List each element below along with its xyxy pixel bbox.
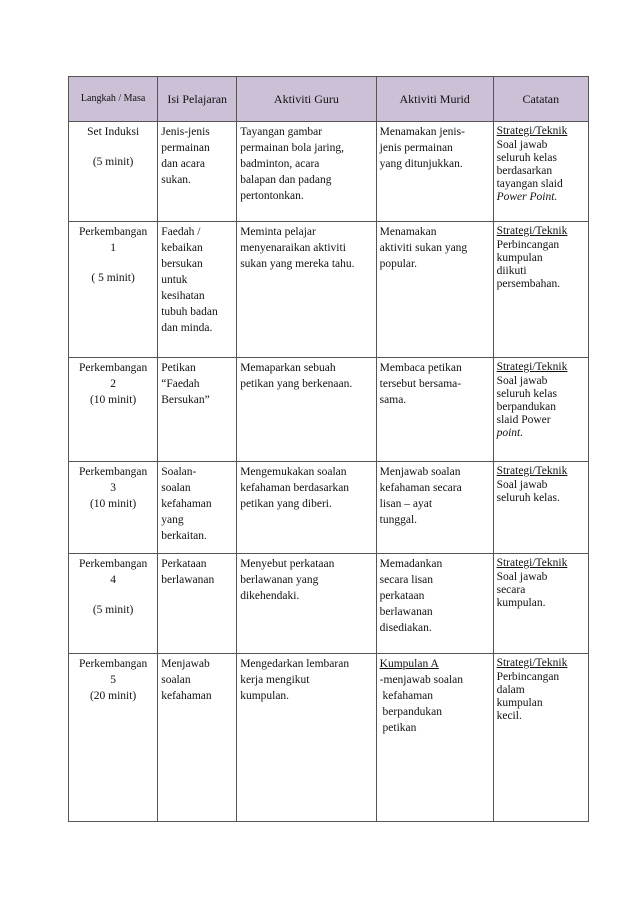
content-cell bbox=[158, 554, 237, 654]
step-number: 5 bbox=[110, 674, 116, 686]
note-cell bbox=[493, 222, 588, 358]
note-line: kumpulan bbox=[496, 252, 543, 264]
header-content: Isi Pelajaran bbox=[158, 77, 237, 122]
note-line: Perbincangan bbox=[496, 671, 560, 683]
content-cell bbox=[158, 122, 237, 222]
table-row bbox=[69, 654, 589, 822]
note-line: Perbincangan bbox=[496, 239, 560, 251]
teacher-line: dikehendaki. bbox=[240, 590, 300, 602]
note-cell bbox=[493, 554, 588, 654]
note-cell bbox=[493, 654, 588, 822]
content-line: Petikan bbox=[161, 362, 196, 374]
content-line: kebaikan bbox=[161, 242, 203, 254]
content-line: Jenis-jenis bbox=[161, 126, 210, 138]
student-line: perkataan bbox=[379, 590, 425, 602]
note-line: dalam bbox=[496, 684, 525, 696]
step-label: Perkembangan bbox=[78, 658, 148, 670]
student-line: yang ditunjukkan. bbox=[379, 158, 463, 170]
student-cell bbox=[376, 222, 493, 358]
teacher-line: Tayangan gambar bbox=[240, 126, 323, 138]
note-line: persembahan. bbox=[496, 278, 561, 290]
teacher-line: kumpulan. bbox=[240, 690, 290, 702]
note-line: Soal jawab bbox=[496, 375, 548, 387]
teacher-cell bbox=[237, 358, 376, 462]
content-line: “Faedah bbox=[161, 378, 200, 390]
step-number: 4 bbox=[110, 574, 116, 586]
student-line: jenis permainan bbox=[379, 142, 453, 154]
content-line: kefahaman bbox=[161, 498, 212, 510]
step-label: Perkembangan bbox=[78, 466, 148, 478]
step-duration: ( 5 minit) bbox=[91, 272, 135, 284]
student-line: Menjawab soalan bbox=[379, 466, 461, 478]
student-line: kefahaman bbox=[379, 690, 433, 702]
content-line: Menjawab bbox=[161, 658, 210, 670]
content-cell bbox=[158, 654, 237, 822]
note-line: seluruh kelas bbox=[496, 152, 557, 164]
header-step-time: Langkah / Masa bbox=[69, 77, 158, 122]
content-cell bbox=[158, 462, 237, 554]
student-line: -menjawab soalan bbox=[379, 674, 464, 686]
content-line: berkaitan. bbox=[161, 530, 207, 542]
strategy-heading: Strategi/Teknik bbox=[496, 125, 568, 137]
strategy-heading: Strategi/Teknik bbox=[496, 361, 568, 373]
content-line: Perkataan bbox=[161, 558, 207, 570]
teacher-cell bbox=[237, 654, 376, 822]
strategy-heading: Strategi/Teknik bbox=[496, 225, 568, 237]
student-line: tunggal. bbox=[379, 514, 418, 526]
content-line: Faedah / bbox=[161, 226, 201, 238]
step-cell bbox=[69, 462, 158, 554]
teacher-cell bbox=[237, 122, 376, 222]
student-line: tersebut bersama- bbox=[379, 378, 462, 390]
step-number: 2 bbox=[110, 378, 116, 390]
teacher-line: Meminta pelajar bbox=[240, 226, 316, 238]
table-row bbox=[69, 554, 589, 654]
student-cell bbox=[376, 122, 493, 222]
step-cell bbox=[69, 654, 158, 822]
note-line: tayangan slaid bbox=[496, 178, 563, 190]
content-line: dan acara bbox=[161, 158, 205, 170]
teacher-line: berlawanan yang bbox=[240, 574, 319, 586]
step-cell bbox=[69, 122, 158, 222]
step-label: Set Induksi bbox=[87, 126, 140, 138]
teacher-line: Mengedarkan lembaran bbox=[240, 658, 350, 670]
teacher-line: kefahaman berdasarkan bbox=[240, 482, 350, 494]
group-heading: Kumpulan A bbox=[379, 658, 439, 670]
student-line: kefahaman secara bbox=[379, 482, 462, 494]
teacher-line: kerja mengikut bbox=[240, 674, 310, 686]
teacher-cell bbox=[237, 554, 376, 654]
note-line: seluruh kelas. bbox=[496, 492, 560, 504]
step-label: Perkembangan bbox=[78, 226, 148, 238]
note-line: secara bbox=[496, 584, 526, 596]
note-cell bbox=[493, 358, 588, 462]
note-cell bbox=[493, 122, 588, 222]
table-row bbox=[69, 358, 589, 462]
note-line: kecil. bbox=[496, 710, 522, 722]
student-line: petikan bbox=[379, 722, 417, 734]
header-notes: Catatan bbox=[493, 77, 588, 122]
content-line: Bersukan” bbox=[161, 394, 210, 406]
lesson-plan-table bbox=[68, 76, 589, 822]
note-line: point. bbox=[496, 427, 524, 439]
teacher-line: badminton, acara bbox=[240, 158, 320, 170]
step-duration: (10 minit) bbox=[89, 394, 137, 406]
teacher-line: petikan yang diberi. bbox=[240, 498, 332, 510]
student-line: sama. bbox=[379, 394, 407, 406]
content-line: sukan. bbox=[161, 174, 191, 186]
student-line: Memadankan bbox=[379, 558, 443, 570]
student-line: secara lisan bbox=[379, 574, 433, 586]
student-line: berlawanan bbox=[379, 606, 433, 618]
teacher-line: pertontonkan. bbox=[240, 190, 304, 202]
note-line: kumpulan. bbox=[496, 597, 546, 609]
content-line: soalan bbox=[161, 482, 191, 494]
student-line: Menamakan jenis- bbox=[379, 126, 465, 138]
note-line: Soal jawab bbox=[496, 571, 548, 583]
table-row bbox=[69, 222, 589, 358]
teacher-line: Mengemukakan soalan bbox=[240, 466, 347, 478]
step-number: 3 bbox=[110, 482, 116, 494]
student-line: aktiviti sukan yang bbox=[379, 242, 468, 254]
step-cell bbox=[69, 358, 158, 462]
header-student-activity: Aktiviti Murid bbox=[376, 77, 493, 122]
step-duration: (5 minit) bbox=[92, 156, 134, 168]
content-cell bbox=[158, 222, 237, 358]
content-line: soalan bbox=[161, 674, 191, 686]
student-line: Membaca petikan bbox=[379, 362, 462, 374]
step-duration: (5 minit) bbox=[92, 604, 134, 616]
content-line: permainan bbox=[161, 142, 210, 154]
note-cell bbox=[493, 462, 588, 554]
note-line: seluruh kelas bbox=[496, 388, 557, 400]
student-cell bbox=[376, 654, 493, 822]
teacher-line: petikan yang berkenaan. bbox=[240, 378, 353, 390]
header-teacher-activity: Aktiviti Guru bbox=[237, 77, 376, 122]
table-row bbox=[69, 122, 589, 222]
student-line: disediakan. bbox=[379, 622, 432, 634]
content-line: dan minda. bbox=[161, 322, 213, 334]
strategy-heading: Strategi/Teknik bbox=[496, 657, 568, 669]
strategy-heading: Strategi/Teknik bbox=[496, 465, 568, 477]
teacher-line: Memaparkan sebuah bbox=[240, 362, 336, 374]
teacher-line: Menyebut perkataan bbox=[240, 558, 335, 570]
content-line: kesihatan bbox=[161, 290, 205, 302]
student-line: berpandukan bbox=[379, 706, 442, 718]
note-line: Power Point. bbox=[496, 191, 558, 203]
teacher-cell bbox=[237, 222, 376, 358]
content-line: untuk bbox=[161, 274, 188, 286]
content-cell bbox=[158, 358, 237, 462]
teacher-line: balapan dan padang bbox=[240, 174, 332, 186]
note-line: slaid Power bbox=[496, 414, 551, 426]
content-line: yang bbox=[161, 514, 184, 526]
student-cell bbox=[376, 462, 493, 554]
teacher-line: menyenaraikan aktiviti bbox=[240, 242, 346, 254]
student-line: Menamakan bbox=[379, 226, 437, 238]
step-label: Perkembangan bbox=[78, 558, 148, 570]
student-line: lisan – ayat bbox=[379, 498, 433, 510]
note-line: Soal jawab bbox=[496, 139, 548, 151]
content-line: berlawanan bbox=[161, 574, 215, 586]
note-line: berdasarkan bbox=[496, 165, 553, 177]
step-label: Perkembangan bbox=[78, 362, 148, 374]
content-line: tubuh badan bbox=[161, 306, 218, 318]
note-line: Soal jawab bbox=[496, 479, 548, 491]
step-duration: (20 minit) bbox=[89, 690, 137, 702]
note-line: kumpulan bbox=[496, 697, 543, 709]
note-line: berpandukan bbox=[496, 401, 556, 413]
content-line: kefahaman bbox=[161, 690, 212, 702]
teacher-cell bbox=[237, 462, 376, 554]
step-duration: (10 minit) bbox=[89, 498, 137, 510]
header-row bbox=[69, 77, 589, 122]
student-cell bbox=[376, 358, 493, 462]
table-row bbox=[69, 462, 589, 554]
student-cell bbox=[376, 554, 493, 654]
content-line: bersukan bbox=[161, 258, 203, 270]
content-line: Soalan- bbox=[161, 466, 197, 478]
step-number: 1 bbox=[110, 242, 116, 254]
student-line: popular. bbox=[379, 258, 418, 270]
teacher-line: sukan yang mereka tahu. bbox=[240, 258, 355, 270]
strategy-heading: Strategi/Teknik bbox=[496, 557, 568, 569]
step-cell bbox=[69, 554, 158, 654]
teacher-line: permainan bola jaring, bbox=[240, 142, 344, 154]
note-line: diikuti bbox=[496, 265, 527, 277]
step-cell bbox=[69, 222, 158, 358]
